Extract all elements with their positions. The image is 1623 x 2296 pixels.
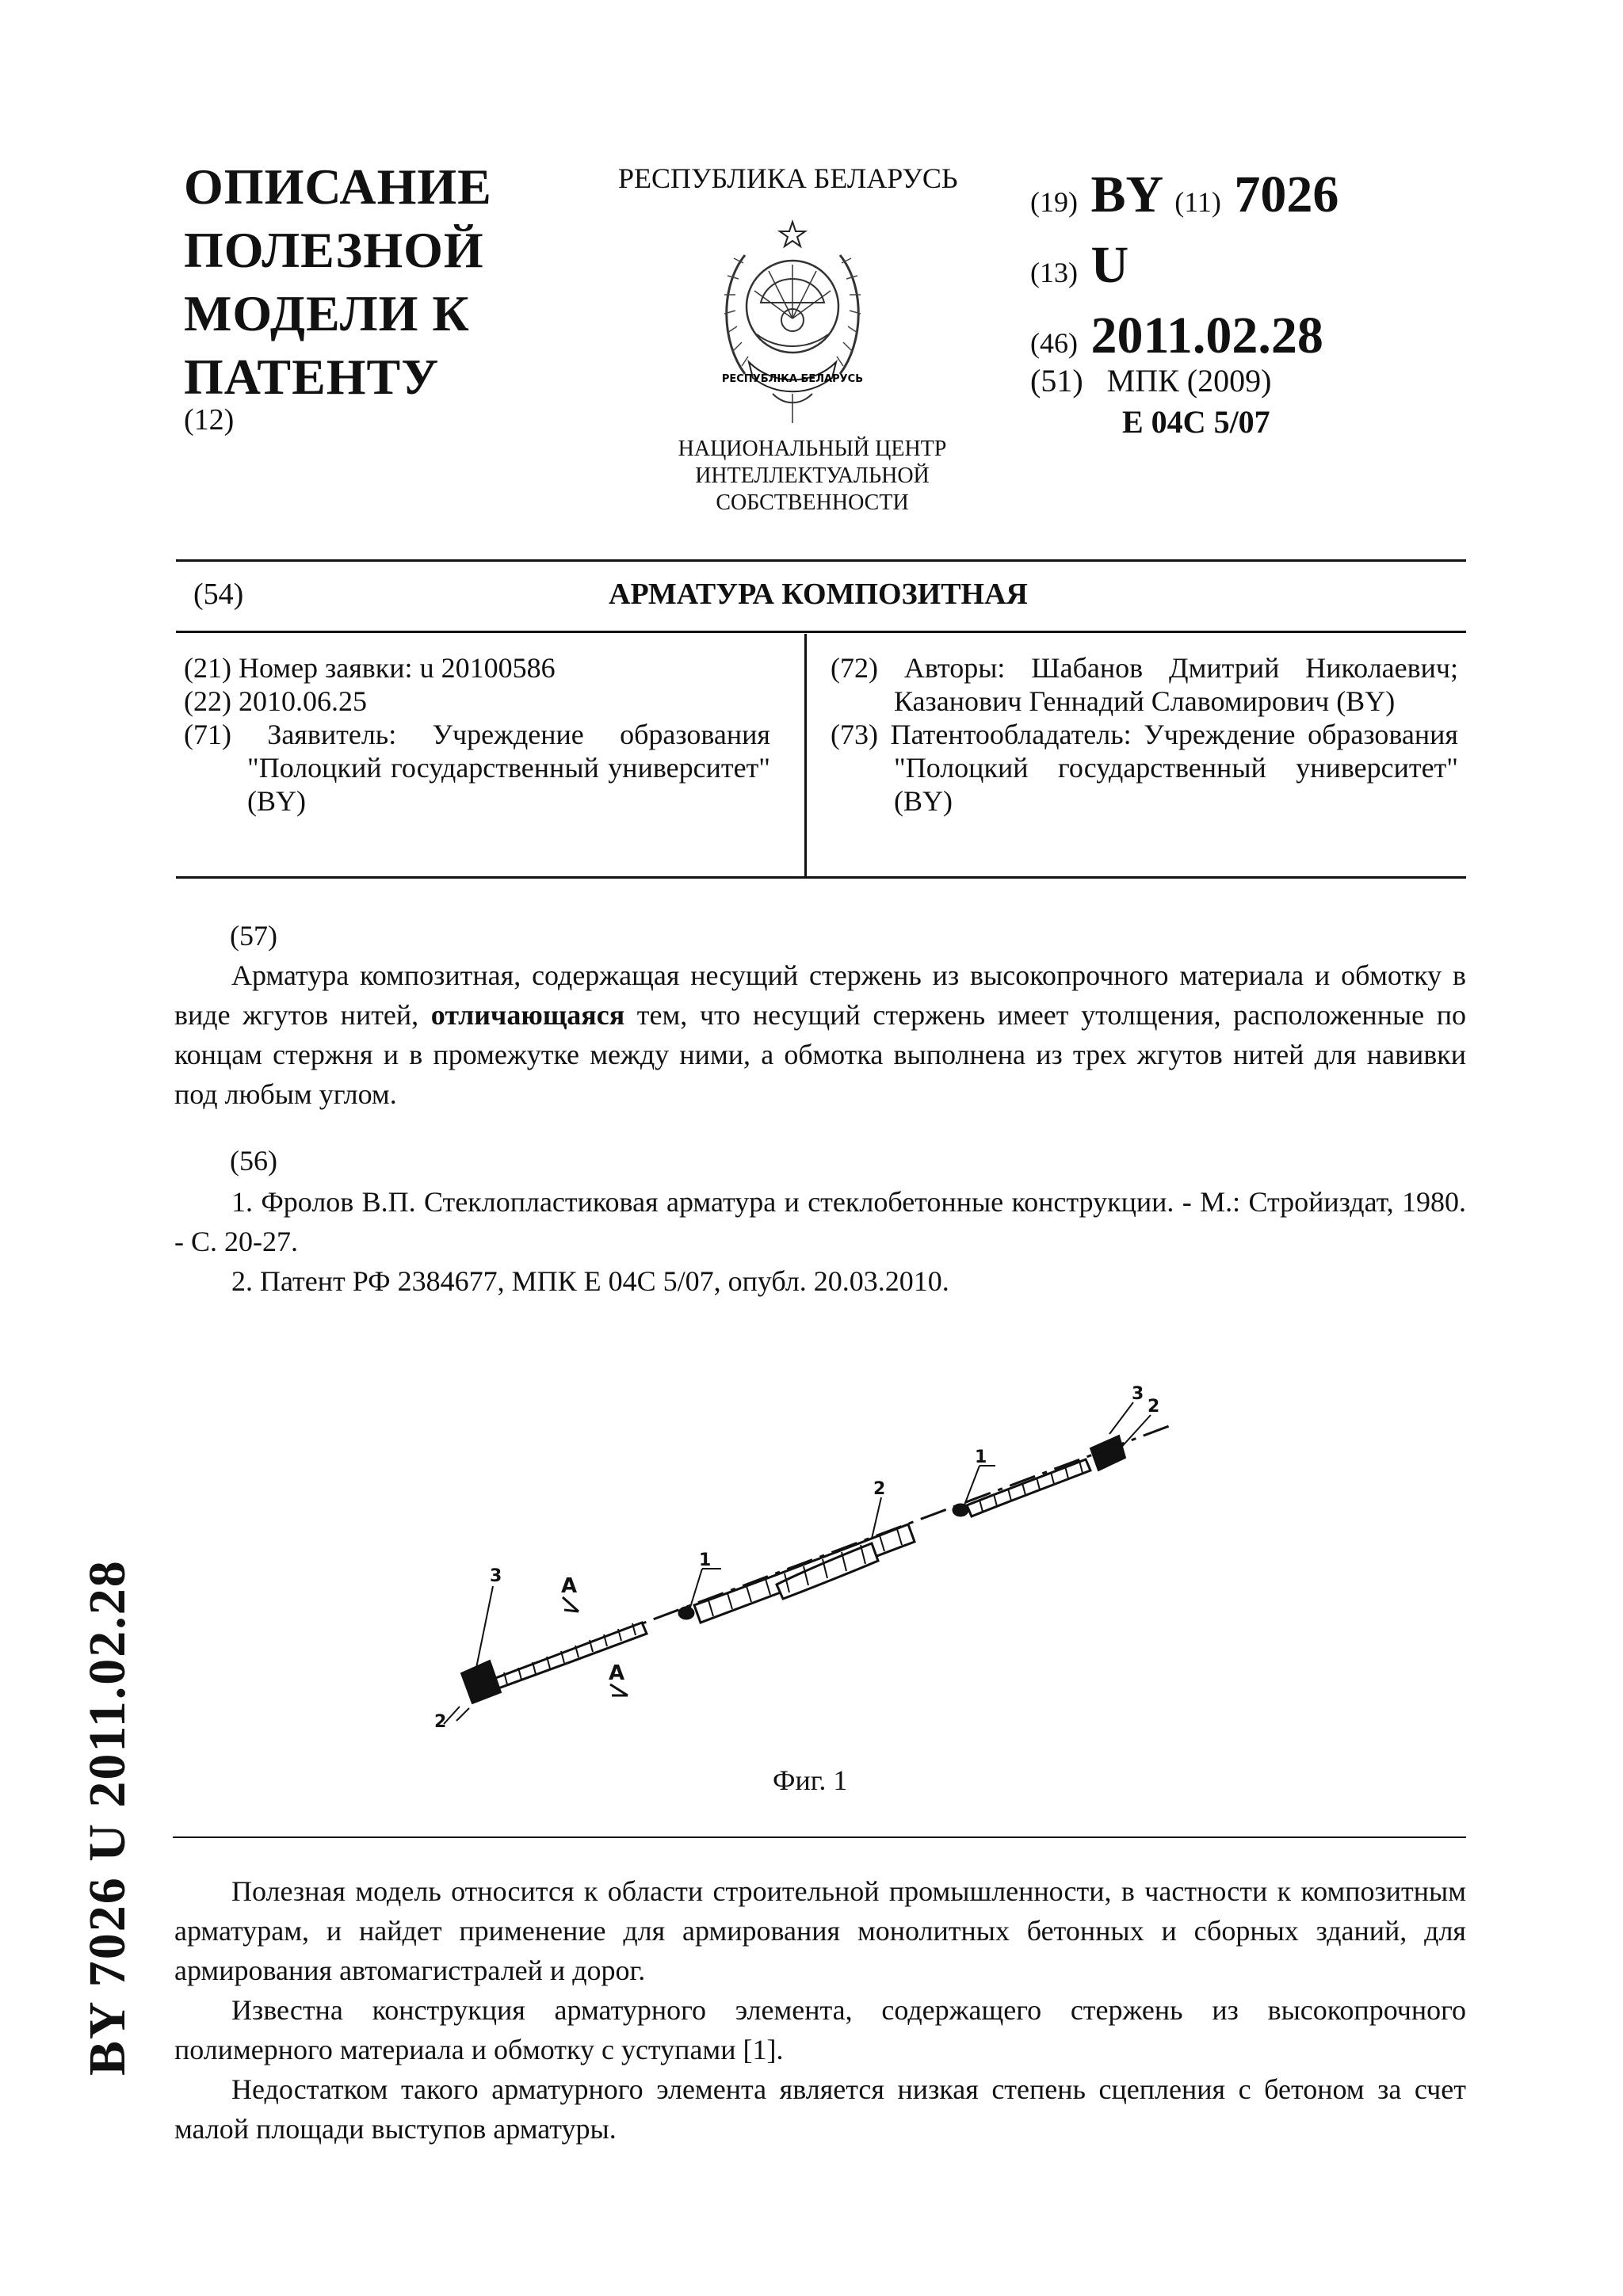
references-list xyxy=(174,1182,1466,1301)
figure-caption: Фиг. 1 xyxy=(773,1764,848,1796)
document-title xyxy=(184,155,492,409)
figure-label: 1 xyxy=(699,1550,712,1570)
reference-item: 1. Фролов В.П. Стеклопластиковая арматура и стеклобетонные конструкции. - М.: Стройиздат, 1980. - С. 20-27. xyxy=(174,1186,1466,1257)
biblio-left xyxy=(184,651,770,818)
divider xyxy=(176,631,1466,633)
claims-part: Арматура композитная, содержащая несущий стержень из высокопрочного материала и обмотку в виде жгутов нитей, xyxy=(174,959,1466,1031)
claims-part: тем, что несущий стержень имеет утолщения, расположенные по концам стержня и в промежутке между ними, а обмотка выполнена из трех жгутов нитей для навивки под любым углом. xyxy=(174,999,1466,1110)
title-54 xyxy=(193,577,1028,612)
application-number: (21) Номер заявки: u 20100586 xyxy=(184,652,556,684)
publication-date: 2011.02.28 xyxy=(1090,307,1323,364)
title-line: ПОЛЕЗНОЙ xyxy=(184,222,484,278)
rope-segment xyxy=(967,1459,1090,1516)
state-emblem-icon xyxy=(713,215,872,429)
republic-name: РЕСПУБЛИКА БЕЛАРУСЬ xyxy=(618,162,958,194)
country-code: BY xyxy=(1090,166,1162,223)
figure-label: 2 xyxy=(1148,1397,1160,1417)
code-56: (56) xyxy=(230,1145,277,1177)
title-line: ОПИСАНИЕ xyxy=(184,158,492,215)
code-19: (19) xyxy=(1030,186,1078,218)
figure-1 xyxy=(428,1331,1220,1743)
figure-label: 1 xyxy=(975,1447,987,1467)
title-line: МОДЕЛИ К xyxy=(184,285,470,341)
patent-holder: (73) Патентообладатель: Учреждение образования "Полоцкий государственный университет" (BY) xyxy=(831,719,1458,817)
divider xyxy=(173,1836,1466,1838)
reference-item: 2. Патент РФ 2384677, МПК E 04C 5/07, опубл. 20.03.2010. xyxy=(231,1265,949,1297)
patent-number: 7026 xyxy=(1234,166,1339,223)
kind-code: U xyxy=(1090,236,1129,294)
ipc-block xyxy=(1030,360,1271,443)
divider xyxy=(176,559,1466,562)
patent-identifiers xyxy=(1030,163,1338,375)
biblio-right xyxy=(831,651,1458,818)
authors: (72) Авторы: Шабанов Дмитрий Николаевич; Казанович Геннадий Славомирович (BY) xyxy=(831,652,1458,717)
code-13: (13) xyxy=(1030,257,1078,288)
invention-title: АРМАТУРА КОМПОЗИТНАЯ xyxy=(609,578,1028,611)
code-54: (54) xyxy=(193,578,244,611)
filing-date: (22) 2010.06.25 xyxy=(184,685,367,717)
column-divider xyxy=(804,634,807,878)
applicant: (71) Заявитель: Учреждение образования "Полоцкий государственный университет" (BY) xyxy=(184,719,770,817)
patent-office-name xyxy=(626,436,999,517)
figure-label: 3 xyxy=(1132,1384,1144,1404)
mpk-label: МПК (2009) xyxy=(1106,363,1272,399)
ipc-class: E 04C 5/07 xyxy=(1122,404,1270,440)
description-paragraph: Недостатком такого арматурного элемента является низкая степень сцепления с бетоном за счет малой площади выступов арматуры. xyxy=(174,2073,1466,2145)
claims-text xyxy=(174,955,1466,1114)
side-patent-label: BY 7026 U 2011.02.28 xyxy=(78,1559,136,2076)
description-paragraph: Известна конструкция арматурного элемента, содержащего стержень из высокопрочного полимерного материала и обмотку с уступами [1]. xyxy=(174,1994,1466,2065)
code-57: (57) xyxy=(230,920,277,952)
divider xyxy=(176,876,1466,879)
description-paragraph: Полезная модель относится к области строительной промышленности, в частности к композитным арматурам, и найдет применение для армирования монолитных бетонных и сборных зданий, для армирования автомагистралей и дорог. xyxy=(174,1875,1466,1986)
rope-segment xyxy=(694,1524,915,1623)
description xyxy=(174,1871,1466,2149)
figure-label: 2 xyxy=(434,1712,447,1732)
code-11: (11) xyxy=(1174,186,1221,218)
section-mark: А xyxy=(561,1574,578,1598)
code-12: (12) xyxy=(184,403,235,437)
office-line: ИНТЕЛЛЕКТУАЛЬНОЙ xyxy=(695,463,930,488)
figure-label: 2 xyxy=(873,1479,886,1499)
office-line: НАЦИОНАЛЬНЫЙ ЦЕНТР xyxy=(678,437,947,461)
section-mark: А xyxy=(609,1661,625,1685)
code-51: (51) xyxy=(1030,363,1083,399)
emblem-ribbon-text: РЕСПУБЛІКА БЕЛАРУСЬ xyxy=(721,373,864,385)
office-line: СОБСТВЕННОСТИ xyxy=(716,490,909,515)
title-line: ПАТЕНТУ xyxy=(184,349,440,405)
figure-label: 3 xyxy=(490,1566,502,1586)
claims-keyword: отличающаяся xyxy=(430,999,625,1031)
code-46: (46) xyxy=(1030,327,1078,359)
